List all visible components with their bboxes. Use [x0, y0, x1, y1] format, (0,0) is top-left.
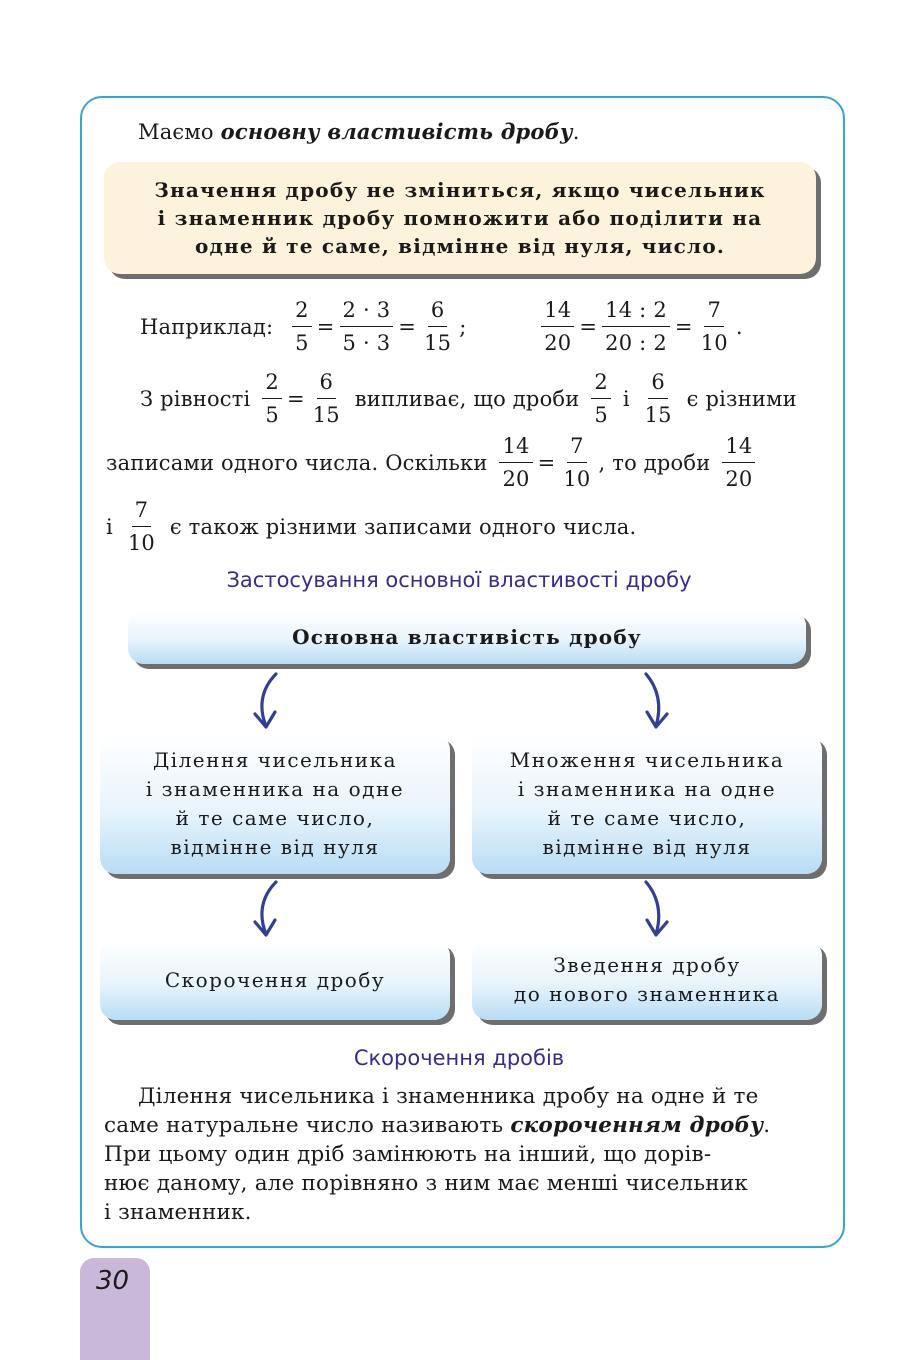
section-heading: Скорочення дробів	[353, 1046, 565, 1070]
fraction: $\frac{2 \cdot 3}{5 \cdot 3}$	[340, 294, 394, 359]
fraction: $\frac{2}{5}$	[262, 366, 282, 431]
definition-paragraph: Ділення чисельника і знаменника дробу на одне й те саме натуральне число називають скороченням дробу. При цьому один дріб замінюють на інший, що дорів- нює даному, але порівняно з ним має менші чисельник і знаменник.	[104, 1084, 771, 1225]
fraction: $\frac{14}{20}$	[541, 294, 574, 359]
page-number: 30	[96, 1266, 130, 1296]
text-line: і $\frac{7}{10}$ є також різними записами одного числа.	[104, 494, 638, 559]
diagram-box-division: Ділення чисельника і знаменника на одне й те саме число, відмінне від нуля	[100, 734, 450, 874]
arrow-down-icon	[638, 670, 678, 732]
rule-line: і знаменник дробу помножити або поділити на	[157, 206, 763, 230]
diagram-box-common-denominator: Зведення дробу до нового знаменника	[472, 940, 822, 1020]
text-line: записами одного числа. Оскільки $\frac{14}{20}$ = $\frac{7}{10}$ , то дроби $\frac{14}{20}$	[104, 430, 758, 495]
fraction: $\frac{2}{5}$	[591, 366, 611, 431]
fraction: $\frac{7}{10}$	[560, 430, 593, 495]
text-line: З рівності $\frac{2}{5}$ = $\frac{6}{15}$ випливає, що дроби $\frac{2}{5}$ і $\frac{6}{15}$ є різними	[138, 366, 799, 431]
fraction: $\frac{14}{20}$	[499, 430, 532, 495]
arrow-down-icon	[246, 878, 286, 940]
fraction: $\frac{2}{5}$	[292, 294, 312, 359]
diagram-box-multiplication: Множення чисельника і знаменника на одне й те саме число, відмінне від нуля	[472, 734, 822, 874]
diagram-box-main: Основна властивість дробу	[128, 610, 806, 664]
fraction: $\frac{6}{15}$	[421, 294, 454, 359]
fraction: $\frac{14 : 2}{20 : 2}$	[602, 294, 670, 359]
section-heading: Застосування основної властивості дробу	[226, 568, 692, 592]
rule-line: Значення дробу не зміниться, якщо чисельник	[154, 178, 766, 202]
fraction: $\frac{7}{10}$	[698, 294, 731, 359]
fraction: $\frac{6}{15}$	[642, 366, 675, 431]
rule-line: одне й те саме, відмінне від нуля, число.	[194, 234, 726, 258]
diagram-box-reduction: Скорочення дробу	[100, 940, 450, 1020]
fraction: $\frac{14}{20}$	[722, 430, 755, 495]
arrow-down-icon	[246, 670, 286, 732]
arrow-down-icon	[638, 878, 678, 940]
intro-line: Маємо основну властивість дробу.	[138, 119, 580, 144]
example-line: Наприклад: $\frac{2}{5}$ = $\frac{2 \cdot 3}{5 \cdot 3}$ = $\frac{6}{15}$ ; $\frac{14}{20}$ = $\frac{14 : 2}{20 : 2}$ = $\frac{7}{10}$ .	[138, 294, 745, 359]
fraction: $\frac{7}{10}$	[125, 494, 158, 559]
rule-box	[104, 162, 816, 274]
fraction: $\frac{6}{15}$	[310, 366, 343, 431]
